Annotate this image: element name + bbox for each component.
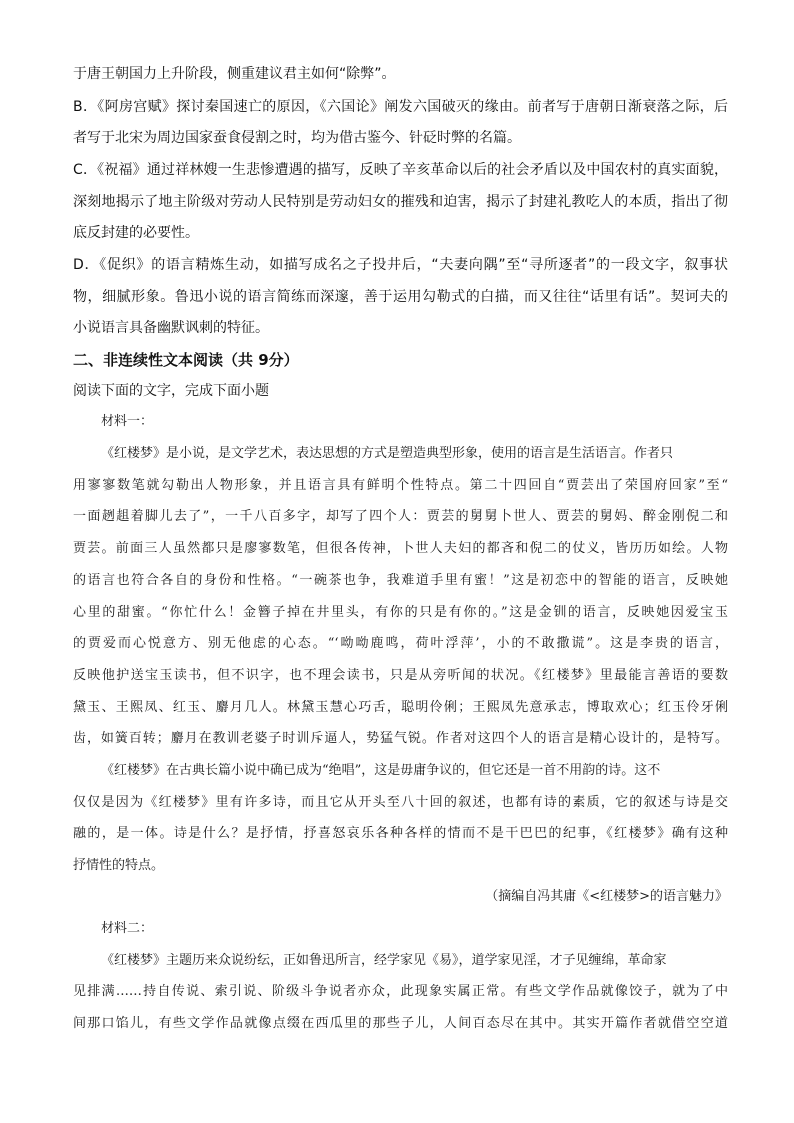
material-1-label: 材料一： bbox=[101, 414, 154, 429]
material-2-label: 材料二： bbox=[101, 921, 154, 936]
material-1-paragraph-2-line: 抒情性的特点。 bbox=[73, 858, 165, 873]
material-1-paragraph-2-line: 融的，是一体。诗是什么？是抒情，抒喜怒哀乐各种各样的情而不是干巴巴的纪事，《红楼梦》确有这种 bbox=[73, 826, 728, 841]
option-c-line-2: 深刻地揭示了地主阶级对劳动人民特别是劳动妇女的摧残和迫害，揭示了封建礼教吃人的本质，指出了彻 bbox=[73, 194, 728, 210]
option-c-line-1: C．《祝福》通过祥林嫂一生悲惨遭遇的描写，反映了辛亥革命以后的社会矛盾以及中国农村的真实面貌， bbox=[73, 162, 728, 178]
material-1-line: 的语言也符合各自的身份和性格。“一碗茶也争，我难道手里有蜜！”这是初恋中的智能的语言，反映她 bbox=[73, 573, 728, 588]
material-1-paragraph-2-line: 《红楼梦》在古典长篇小说中确已成为“绝唱”，这是毋庸争议的，但它还是一首不用韵的诗。这不 bbox=[101, 763, 661, 778]
option-d-line-2: 物，细腻形象。鲁迅小说的语言简练而深邃，善于运用勾勒式的白描，而又往往“话里有话”。契诃夫的 bbox=[73, 289, 728, 305]
option-d-line-1: D．《促织》的语言精炼生动，如描写成名之子投井后，“夫妻向隅”至“寻所逐者”的一段文字，叙事状 bbox=[73, 257, 728, 273]
material-1-line: 反映他护送宝玉读书，但不识字，也不理会读书，只是从旁听闻的状况。《红楼梦》里最能言善语的要数 bbox=[73, 668, 728, 683]
material-1-line: 的贾爱而心悦意方、别无他虑的心态。“‘呦呦鹿鸣，荷叶浮萍’，小的不敢撒谎”。这是李贵的语言， bbox=[73, 636, 728, 651]
material-1-line: 用寥寥数笔就勾勒出人物形象，并且语言具有鲜明个性特点。第二十四回自“贾芸出了荣国府回家”至“ bbox=[73, 478, 728, 493]
material-1-line: 贾芸。前面三人虽然都只是廖寥数笔，但很各传神，卜世人夫妇的都吝和倪二的仗义，皆历历如绘。人物 bbox=[73, 541, 728, 556]
material-1-source: （摘编自冯其庸《<红楼梦>的语言魅力》 bbox=[485, 889, 728, 904]
option-d-line-3: 小说语言具备幽默讽刺的特征。 bbox=[73, 320, 269, 336]
option-b-line-2: 者写于北宋为周边国家蚕食侵割之时，均为借古鉴今、针砭时弊的名篇。 bbox=[73, 130, 521, 146]
text-line: 于唐王朝国力上升阶段，侧重建议君主如何“除弊”。 bbox=[73, 66, 396, 82]
section-heading: 二、非连续性文本阅读（共 9分） bbox=[73, 351, 299, 369]
material-1-line: 一面趔趄着脚儿去了”，一千八百多字，却写了四个人：贾芸的舅舅卜世人、贾芸的舅妈、醉金刚倪二和 bbox=[73, 509, 728, 524]
material-2-line: 见排满……持自传说、索引说、阶级斗争说者亦众，此现象实属正常。有些文学作品就像饺子，就为了中 bbox=[73, 984, 728, 999]
material-2-line: 《红楼梦》主题历来众说纷纭，正如鲁迅所言，经学家见《易》，道学家见淫，才子见缠绵，革命家 bbox=[101, 953, 667, 968]
material-1-line: 《红楼梦》是小说，是文学艺术，表达思想的方式是塑造典型形象，使用的语言是生活语言。作者只 bbox=[101, 446, 674, 461]
section-instruction: 阅读下面的文字，完成下面小题 bbox=[73, 383, 269, 399]
option-c-line-3: 底反封建的必要性。 bbox=[73, 225, 199, 241]
material-2-line: 间那口馅儿，有些文学作品就像点缀在西瓜里的那些子儿，人间百态尽在其中。其实开篇作者就借空空道 bbox=[73, 1016, 728, 1031]
option-b-line-1: B．《阿房宫赋》探讨秦国速亡的原因，《六国论》阐发六国破灭的缘由。前者写于唐朝日渐衰落之际，后 bbox=[73, 99, 728, 115]
material-1-line: 齿，如簧百转；麝月在教训老婆子时训斥逼人，势猛气锐。作者对这四个人的语言是精心设计的，是特写。 bbox=[73, 731, 728, 746]
material-1-line: 黛玉、王熙凤、红玉、麝月几人。林黛玉慧心巧舌，聪明伶俐；王熙凤先意承志，博取欢心；红玉伶牙俐 bbox=[73, 700, 728, 715]
material-1-paragraph-2-line: 仅仅是因为《红楼梦》里有许多诗，而且它从开头至八十回的叙述，也都有诗的素质，它的叙述与诗是交 bbox=[73, 795, 728, 810]
material-1-line: 心里的甜蜜。“你忙什么！金簪子掉在井里头，有你的只是有你的。”这是金钏的语言，反映她因爱宝玉 bbox=[73, 605, 728, 620]
